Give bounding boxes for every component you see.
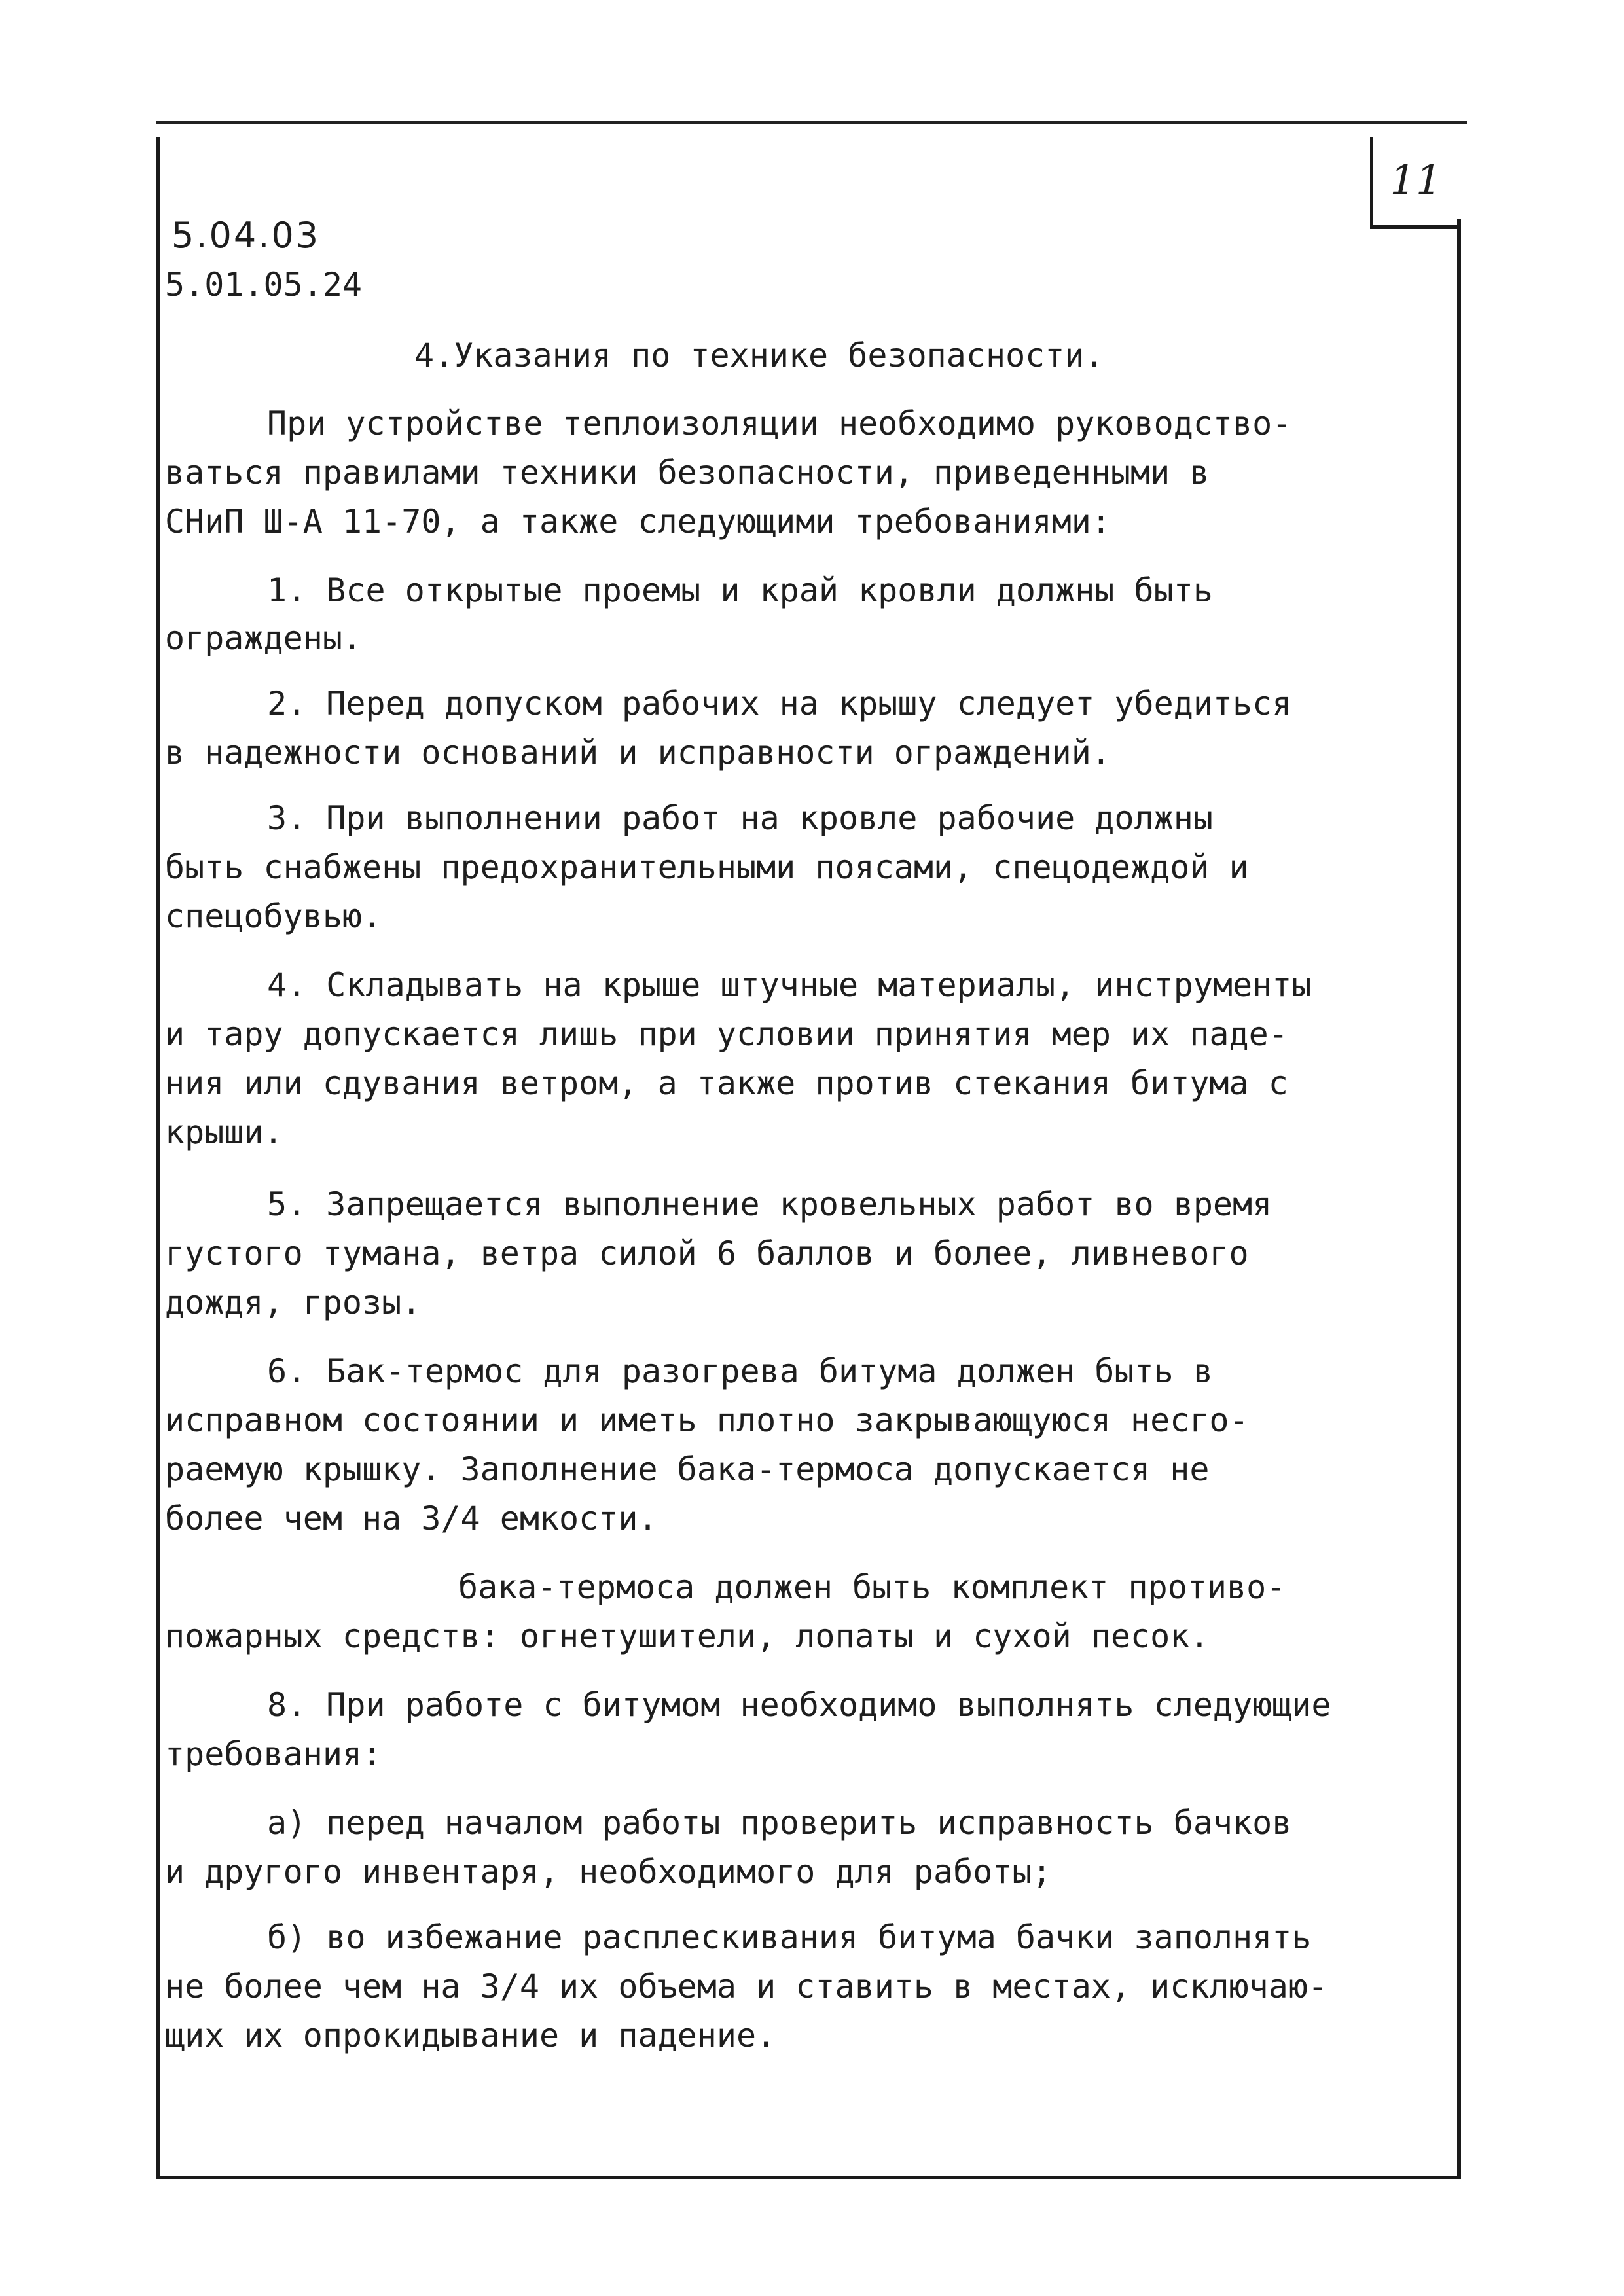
text-line: не более чем на 3/4 их объема и ставить в местах, исключаю- (165, 1967, 1328, 2005)
section-heading: 4.Указания по технике безопасности. (414, 336, 1104, 374)
text-line: 5. Запрещается выполнение кровельных работ во время (267, 1185, 1272, 1223)
text-line: 8. При работе с битумом необходимо выполнять следующие (267, 1686, 1331, 1724)
sheet-number: 11 (1390, 156, 1442, 204)
text-line: быть снабжены предохранительными поясами, спецодеждой и (165, 848, 1249, 886)
text-line: СНиП Ш-А 11-70, а также следующими требованиями: (165, 503, 1111, 541)
sheet-number-box (1370, 137, 1460, 229)
text-line: 6. Бак-термос для разогрева битума должен быть в (267, 1352, 1213, 1390)
text-line: раемую крышку. Заполнение бака-термоса допускается не (165, 1450, 1210, 1488)
text-line: и тару допускается лишь при условии принятия мер их паде- (165, 1015, 1288, 1053)
text-line: более чем на 3/4 емкости. (165, 1499, 658, 1537)
text-line: требования: (165, 1735, 382, 1773)
text-line: ограждены. (165, 619, 363, 657)
text-line: 1. Все открытые проемы и край кровли должны быть (267, 571, 1213, 609)
text-line: густого тумана, ветра силой 6 баллов и более, ливневого (165, 1234, 1249, 1272)
text-line: крыши. (165, 1113, 283, 1151)
text-line: ваться правилами техники безопасности, приведенными в (165, 454, 1210, 492)
text-line: и другого инвентаря, необходимого для работы; (165, 1853, 1052, 1891)
text-line: 4. Складывать на крыше штучные материалы, инструменты (267, 966, 1312, 1004)
text-line: а) перед началом работы проверить исправность бачков (267, 1804, 1292, 1842)
text-line: исправном состоянии и иметь плотно закрывающуюся несго- (165, 1401, 1249, 1439)
text-line: 3. При выполнении работ на кровле рабочие должны (267, 799, 1213, 837)
text-line: спецобувью. (165, 897, 382, 935)
text-line: пожарных средств: огнетушители, лопаты и сухой песок. (165, 1617, 1210, 1655)
frame-left-border (156, 137, 160, 2179)
text-line: При устройстве теплоизоляции необходимо руководство- (267, 404, 1292, 442)
text-line: ния или сдувания ветром, а также против стекания битума с (165, 1064, 1288, 1102)
text-line: в надежности оснований и исправности ограждений. (165, 734, 1111, 772)
frame-right-border (1457, 219, 1461, 2179)
text-line: бака-термоса должен быть комплект противо- (458, 1568, 1286, 1606)
text-line: щих их опрокидывание и падение. (165, 2017, 776, 2054)
text-line: 2. Перед допуском рабочих на крышу следует убедиться (267, 685, 1292, 723)
top-rule (156, 121, 1467, 124)
text-line: б) во избежание расплескивания битума бачки заполнять (267, 1918, 1312, 1956)
handwritten-code: 5.04.03 (171, 215, 321, 256)
document-code: 5.01.05.24 (165, 266, 363, 304)
frame-bottom-border (156, 2176, 1460, 2179)
text-line: дождя, грозы. (165, 1283, 422, 1321)
